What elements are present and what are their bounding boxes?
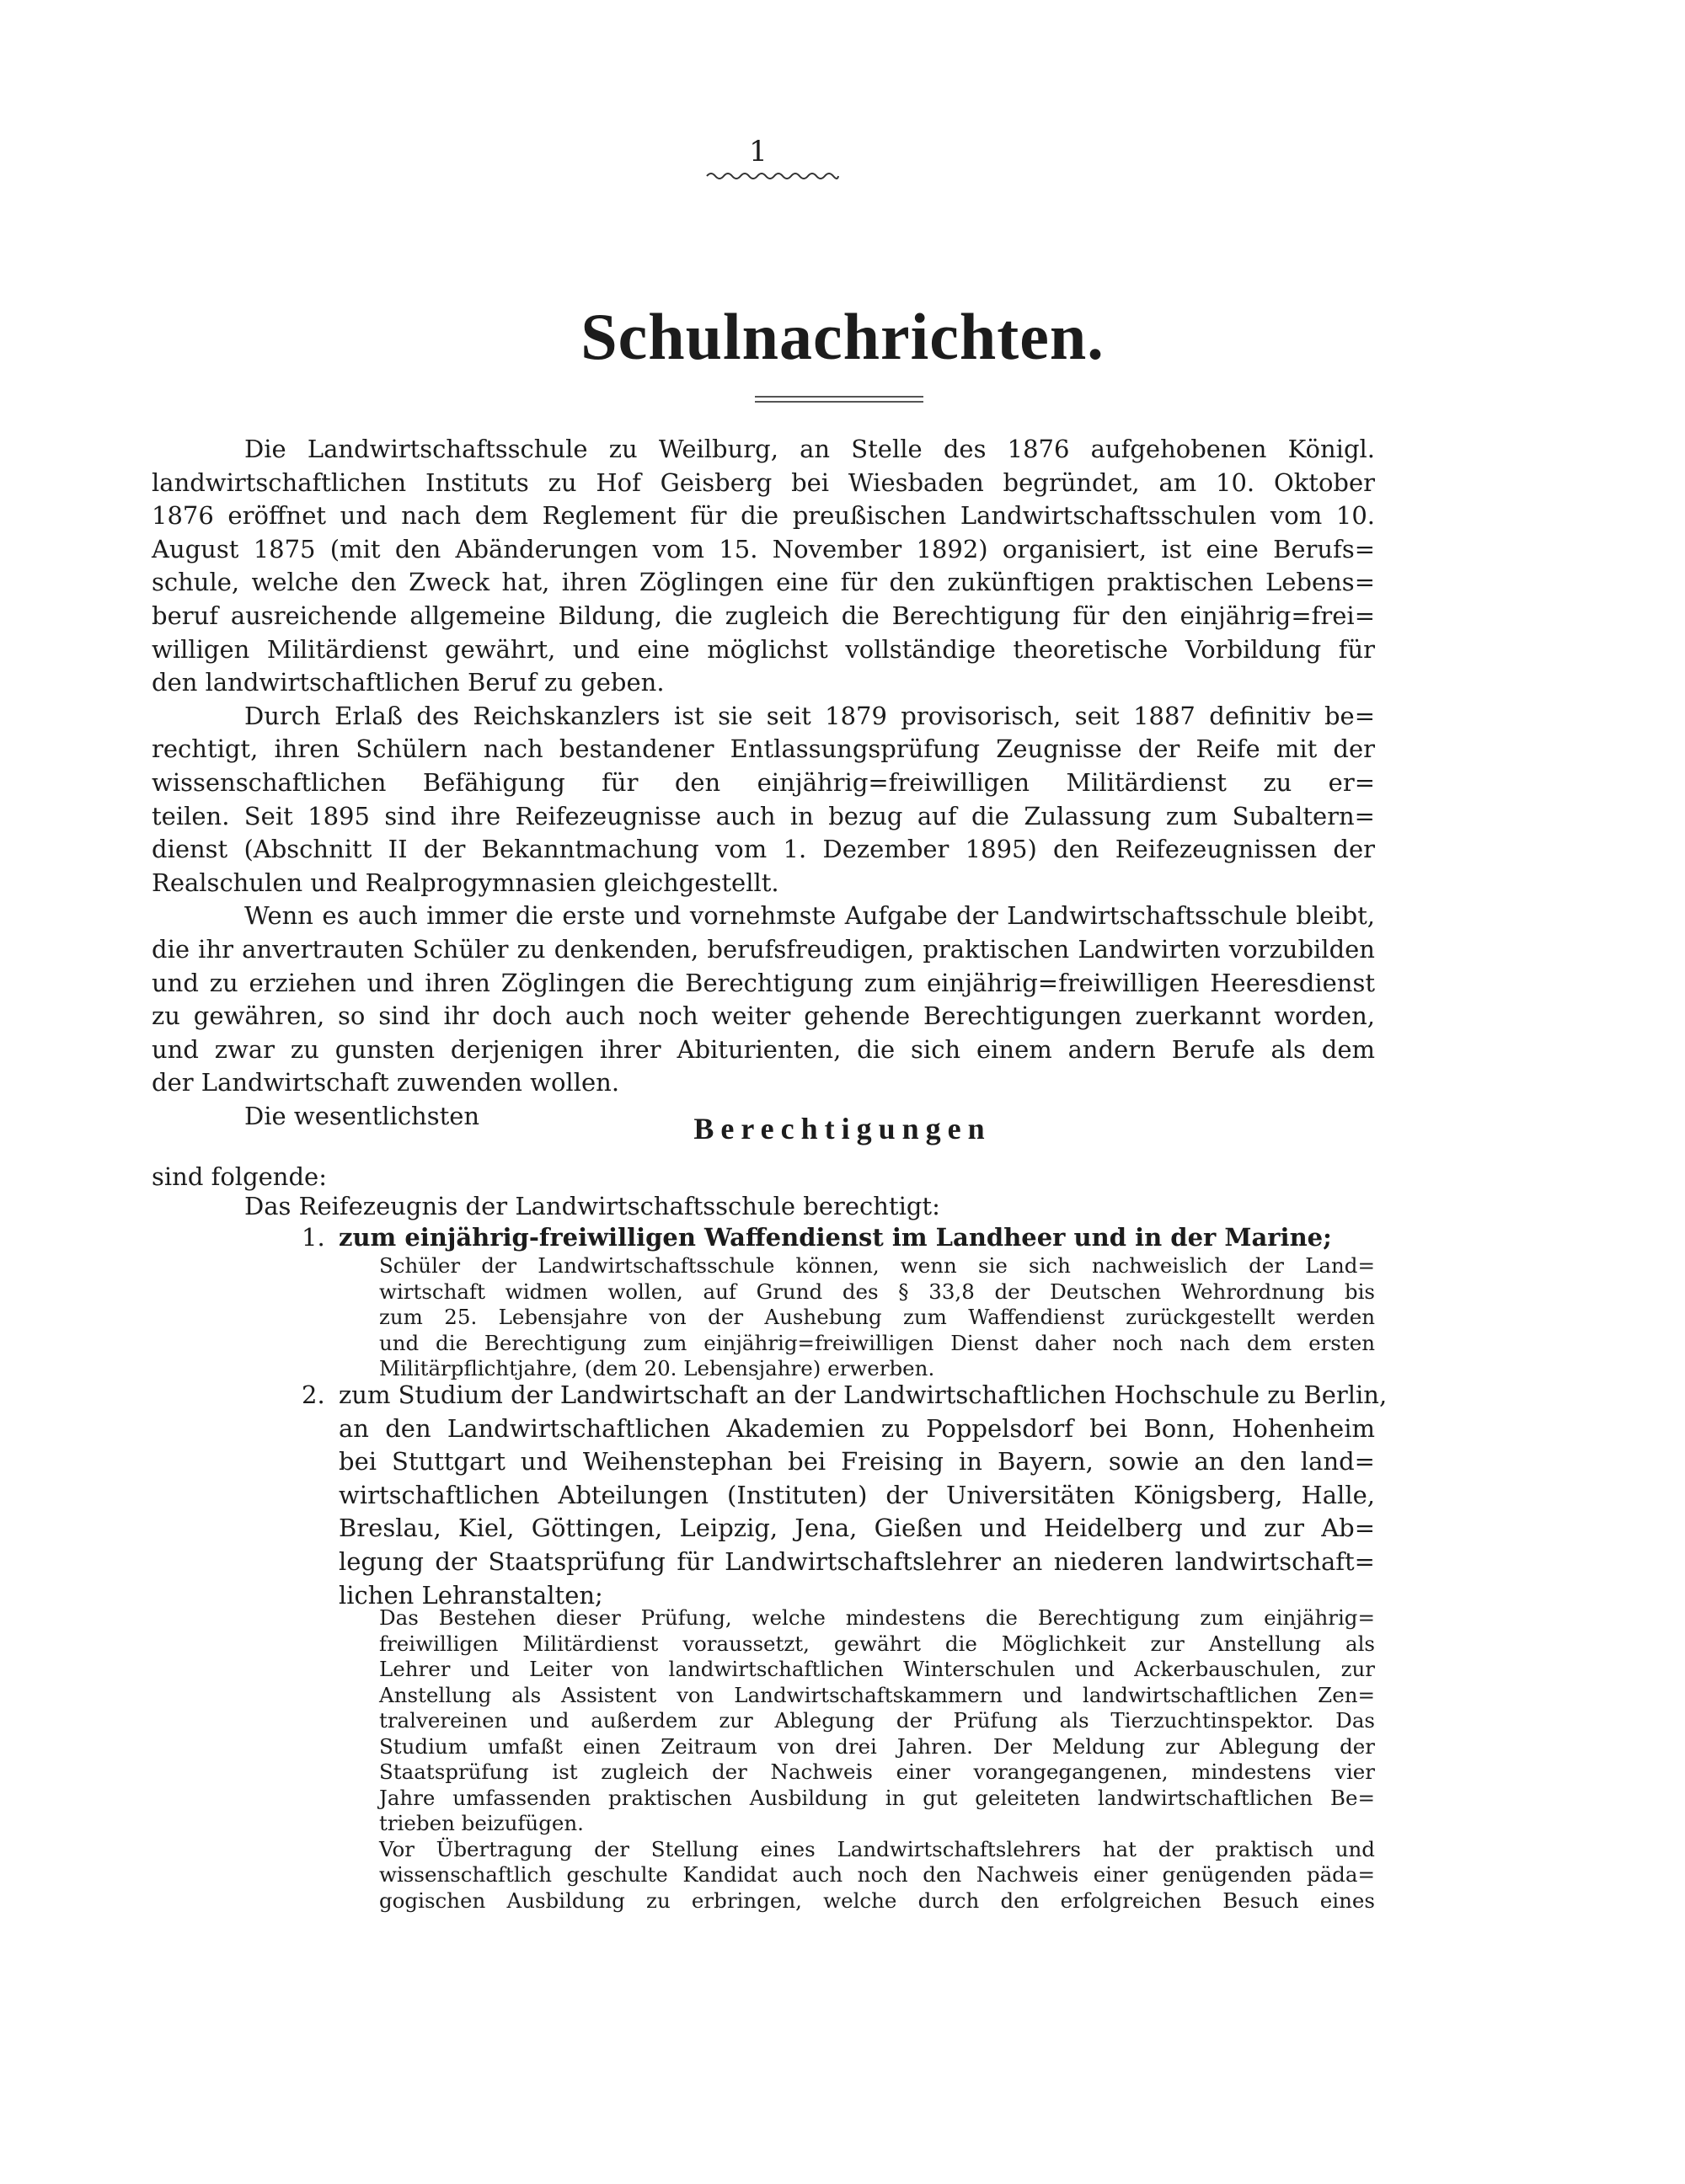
text-line: bei Stuttgart und Weihenstephan bei Freising in Bayern, sowie an den land= bbox=[339, 1447, 1375, 1476]
item2-number: 2. bbox=[302, 1380, 325, 1409]
text-line: 1876 eröffnet und nach dem Reglement für die preußischen Landwirtschaftsschulen vom 10. bbox=[152, 501, 1375, 531]
item2-notes bbox=[379, 1605, 1375, 1914]
text-line: landwirtschaftlichen Instituts zu Hof Geisberg bei Wiesbaden begründet, am 10. Oktober bbox=[152, 467, 1375, 497]
text-line: wirtschaftlichen Abteilungen (Instituten) der Universitäten Königsberg, Halle, bbox=[339, 1480, 1375, 1509]
text-line: den landwirtschaftlichen Beruf zu geben. bbox=[152, 668, 665, 697]
item1-notes bbox=[379, 1253, 1375, 1382]
text-line: zu gewähren, so sind ihr doch auch noch weiter gehende Berechtigungen zuerkannt worden, bbox=[152, 1001, 1375, 1031]
text-line: Die wesentlichsten bbox=[244, 1101, 480, 1130]
text-line: beruf ausreichende allgemeine Bildung, die zugleich die Berechtigung für den einjährig=frei= bbox=[152, 601, 1375, 630]
page-title: Schulnachrichten. bbox=[580, 300, 1105, 373]
follow-line: sind folgende: bbox=[152, 1162, 327, 1191]
text-line: rechtigt, ihren Schülern nach bestandener Entlassungsprüfung Zeugnisse der Reife mit der bbox=[152, 734, 1375, 764]
text-line: wissenschaftlichen Befähigung für den einjährig=freiwilligen Militärdienst zu er= bbox=[152, 767, 1375, 797]
main-text bbox=[152, 433, 1375, 1133]
reife-line: Das Reifezeugnis der Landwirtschaftsschule berechtigt: bbox=[244, 1192, 940, 1220]
text-line: und zu erziehen und ihren Zöglingen die Berechtigung zum einjährig=freiwilligen Heeresdienst bbox=[152, 968, 1375, 997]
text-line: zum Studium der Landwirtschaft an der Landwirtschaftlichen Hochschule zu Berlin, bbox=[339, 1380, 1388, 1409]
text-line: Durch Erlaß des Reichskanzlers ist sie seit 1879 provisorisch, seit 1887 definitiv be= bbox=[244, 701, 1375, 730]
item2-text bbox=[339, 1379, 1388, 1612]
note-line: Schüler der Landwirtschaftsschule können, wenn sie sich nachweislich der Land= bbox=[379, 1253, 1375, 1278]
page-number: 1 bbox=[749, 135, 768, 168]
title-rule bbox=[755, 396, 923, 398]
intro-paragraph bbox=[152, 433, 1375, 700]
text-line: schule, welche den Zweck hat, ihren Zöglingen eine für den zukünftigen praktischen Lebens= bbox=[152, 568, 1375, 597]
text-line: an den Landwirtschaftlichen Akademien zu Poppelsdorf bei Bonn, Hohenheim bbox=[339, 1413, 1375, 1443]
note-line: freiwilligen Militärdienst voraussetzt, gewährt die Möglichkeit zur Anstellung als bbox=[379, 1631, 1375, 1656]
text-line: Die Landwirtschaftsschule zu Weilburg, an Stelle des 1876 aufgehobenen Königl. bbox=[244, 435, 1375, 463]
note-line: trieben beizufügen. bbox=[379, 1811, 584, 1835]
decree-paragraph bbox=[152, 700, 1375, 900]
note-line: und die Berechtigung zum einjährig=freiwilligen Dienst daher noch nach dem ersten bbox=[379, 1330, 1375, 1355]
note-line: Anstellung als Assistent von Landwirtschaftskammern und landwirtschaftlichen Zen= bbox=[379, 1682, 1375, 1707]
note-line: Staatsprüfung ist zugleich der Nachweis einer vorangegangenen, mindestens vier bbox=[379, 1759, 1375, 1784]
text-line: die ihr anvertrauten Schüler zu denkenden, berufsfreudigen, praktischen Landwirten vorzubilden bbox=[152, 934, 1375, 964]
text-line: Realschulen und Realprogymnasien gleichgestellt. bbox=[152, 868, 779, 897]
item1-number: 1. bbox=[302, 1223, 325, 1252]
note-line: gogischen Ausbildung zu erbringen, welche durch den erfolgreichen Besuch eines bbox=[379, 1888, 1375, 1913]
text-line: lichen Lehranstalten; bbox=[339, 1580, 603, 1610]
text-line: teilen. Seit 1895 sind ihre Reifezeugnisse auch in bezug auf die Zulassung zum Subaltern= bbox=[152, 801, 1375, 830]
note-line: Lehrer und Leiter von landwirtschaftlichen Winterschulen und Ackerbauschulen, zur bbox=[379, 1657, 1375, 1681]
note-line: Studium umfaßt einen Zeitraum von drei Jahren. Der Meldung zur Ablegung der bbox=[379, 1733, 1375, 1759]
text-line: legung der Staatsprüfung für Landwirtschaftslehrer an niederen landwirtschaft= bbox=[339, 1546, 1375, 1576]
note-line: Militärpflichtjahre, (dem 20. Lebensjahre) erwerben. bbox=[379, 1356, 935, 1380]
note-line: Vor Übertragung der Stellung eines Landwirtschaftslehrers hat der praktisch und bbox=[379, 1836, 1375, 1861]
text-line: dienst (Abschnitt II der Bekanntmachung vom 1. Dezember 1895) den Reifezeugnissen der bbox=[152, 835, 1375, 864]
note-line: zum 25. Lebensjahre von der Aushebung zum Waffendienst zurückgestellt werden bbox=[379, 1305, 1375, 1329]
task-paragraph bbox=[152, 900, 1375, 1100]
item1-title: zum einjährig-freiwilligen Waffendienst im Landheer und in der Marine; bbox=[339, 1223, 1332, 1252]
text-line: Breslau, Kiel, Göttingen, Leipzig, Jena, Gießen und Heidelberg und zur Ab= bbox=[339, 1514, 1375, 1543]
text-line: und zwar zu gunsten derjenigen ihrer Abiturienten, die sich einem andern Berufe als dem bbox=[152, 1034, 1375, 1064]
note-line: tralvereinen und außerdem zur Ablegung der Prüfung als Tierzuchtinspektor. Das bbox=[379, 1708, 1375, 1733]
text-line: Wenn es auch immer die erste und vornehmste Aufgabe der Landwirtschaftsschule bleibt, bbox=[244, 901, 1375, 931]
text-line: der Landwirtschaft zuwenden wollen. bbox=[152, 1068, 620, 1097]
section-heading: Berechtigungen bbox=[693, 1112, 992, 1145]
note-line: Jahre umfassenden praktischen Ausbildung in gut geleiteten landwirtschaftlichen Be= bbox=[379, 1785, 1375, 1810]
note-line: wirtschaft widmen wollen, auf Grund des § 33,8 der Deutschen Wehrordnung bis bbox=[379, 1279, 1375, 1304]
note-line: wissenschaftlich geschulte Kandidat auch noch den Nachweis einer genügenden päda= bbox=[379, 1862, 1375, 1887]
text-line: willigen Militärdienst gewährt, und eine möglichst vollständige theoretische Vorbildung für bbox=[152, 634, 1375, 664]
wave-ornament bbox=[705, 170, 840, 182]
title-rule-lower bbox=[755, 401, 923, 403]
note-line: Das Bestehen dieser Prüfung, welche mindestens die Berechtigung zum einjährig= bbox=[379, 1605, 1375, 1630]
text-line: August 1875 (mit den Abänderungen vom 15. November 1892) organisiert, ist eine Berufs= bbox=[152, 534, 1375, 563]
